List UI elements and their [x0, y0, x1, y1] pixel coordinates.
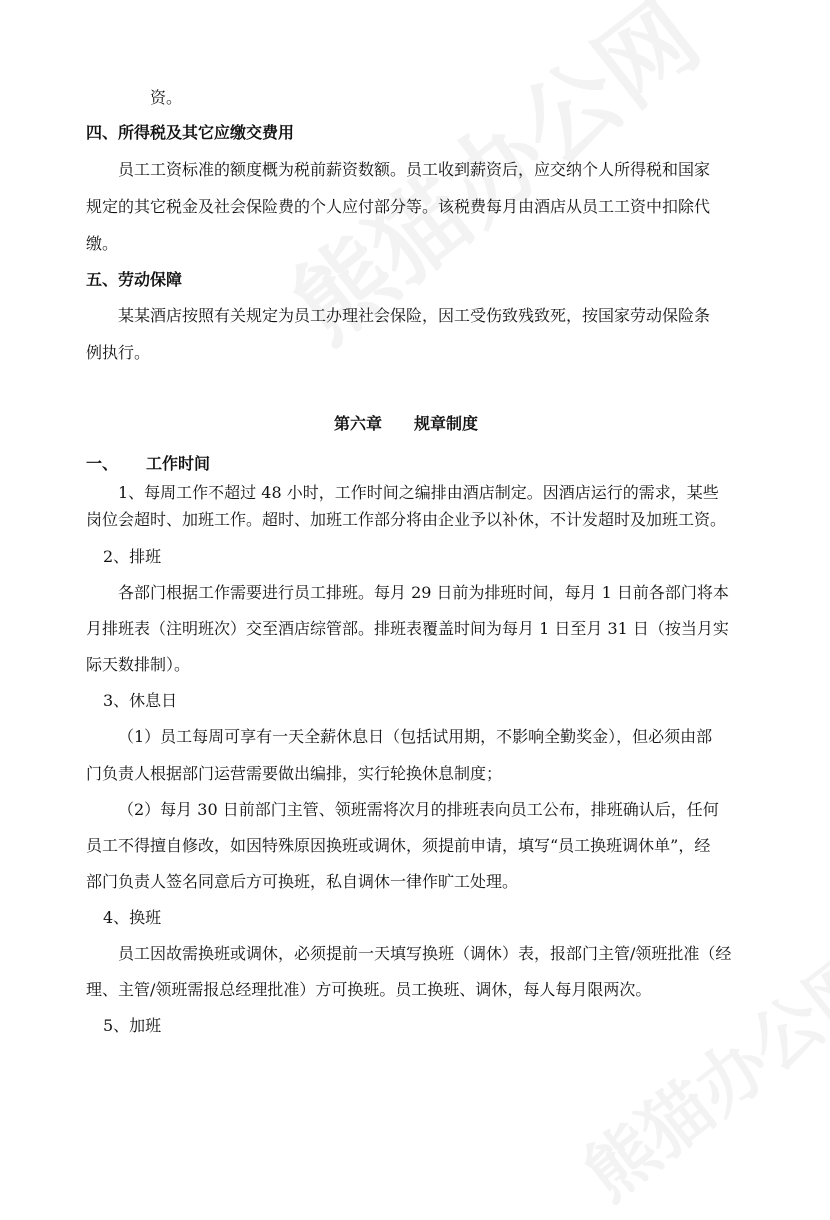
- text-line: 某某酒店按照有关规定为员工办理社会保险，因工受伤致残致死，按国家劳动保险条: [118, 306, 711, 325]
- text-line: 门负责人根据部门运营需要做出编排，实行轮换休息制度；: [86, 764, 503, 783]
- section-number: 一、: [86, 454, 119, 473]
- subsection-heading: 3、休息日: [103, 691, 178, 710]
- text-line: 月排班表（注明班次）交至酒店综管部。排班表覆盖时间为每月 1 日至月 31 日（按当月实: [86, 619, 729, 638]
- section-heading: 五、劳动保障: [86, 270, 183, 289]
- subsection-heading: 2、排班: [103, 547, 162, 566]
- text-line: 部门负责人签名同意后方可换班，私自调休一律作旷工处理。: [86, 872, 519, 891]
- section-heading: 四、所得税及其它应缴交费用: [86, 123, 295, 142]
- section-heading: 工作时间: [146, 454, 211, 473]
- text-line: 缴。: [86, 234, 119, 253]
- text-line: （2）每月 30 日前部门主管、领班需将次月的排班表向员工公布，排班确认后，任何: [118, 800, 719, 819]
- subsection-heading: 4、换班: [103, 908, 162, 927]
- text-line: 员工不得擅自修改，如因特殊原因换班或调休，须提前申请，填写“员工换班调休单”，经: [86, 836, 711, 855]
- text-line: 规定的其它税金及社会保险费的个人应付部分等。该税费每月由酒店从员工工资中扣除代: [86, 197, 711, 216]
- text-line: 岗位会超时、加班工作。超时、加班工作部分将由企业予以补休，不计发超时及加班工资。: [86, 510, 727, 529]
- subsection-heading: 5、加班: [103, 1016, 162, 1035]
- text-line: 例执行。: [86, 343, 151, 362]
- text-line: 员工因故需换班或调休，必须提前一天填写换班（调休）表，报部门主管/领班批准（经: [118, 944, 732, 963]
- text-line: 员工工资标准的额度概为税前薪资数额。员工收到薪资后，应交纳个人所得税和国家: [118, 160, 711, 179]
- text-line: 资。: [150, 88, 183, 107]
- text-line: 各部门根据工作需要进行员工排班。每月 29 日前为排班时间，每月 1 日前各部门将本: [118, 583, 729, 602]
- text-line: （1）员工每周可享有一天全薪休息日（包括试用期，不影响全勤奖金），但必须由部: [118, 727, 713, 746]
- chapter-title: 第六章 规章制度: [334, 414, 479, 433]
- text-line: 际天数排制）。: [86, 655, 191, 674]
- text-line: 理、主管/领班需报总经理批准）方可换班。员工换班、调休，每人每月限两次。: [86, 980, 652, 999]
- text-line: 1、每周工作不超过 48 小时，工作时间之编排由酒店制定。因酒店运行的需求，某些: [118, 483, 719, 502]
- watermark: [560, 925, 830, 1220]
